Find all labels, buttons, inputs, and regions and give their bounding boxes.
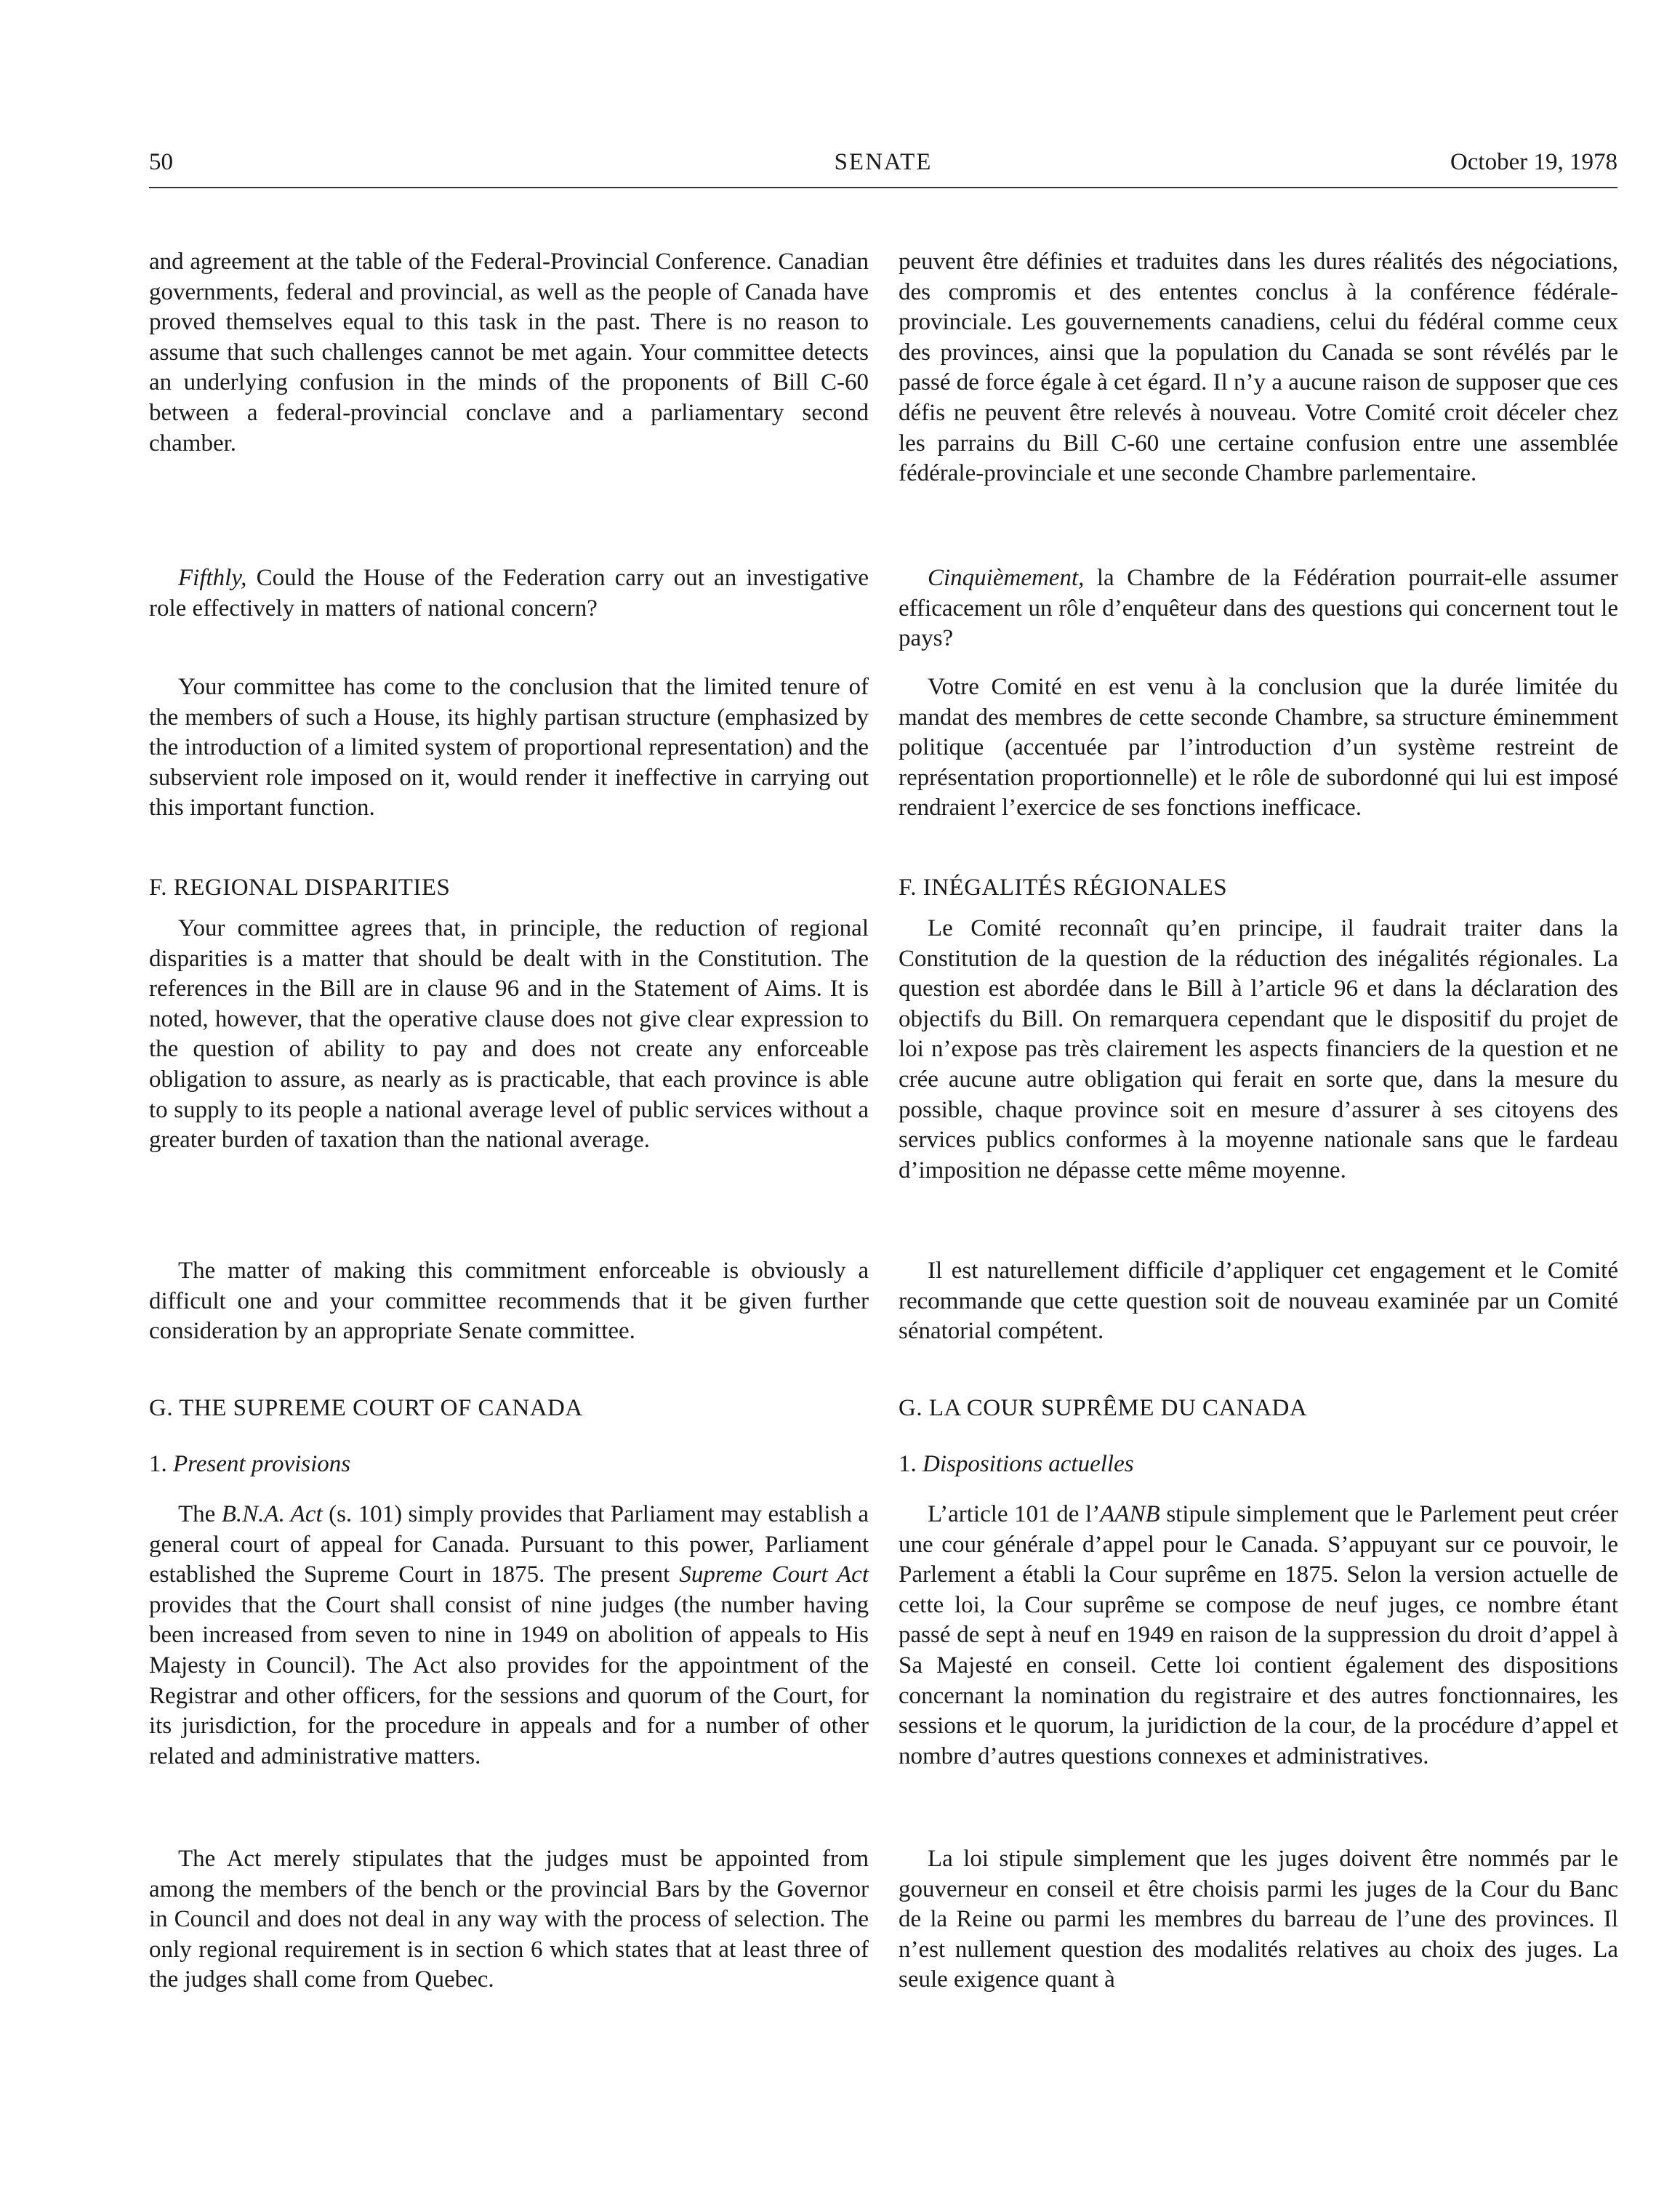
en-subheading-present-provisions: 1. Present provisions (149, 1451, 351, 1477)
fr-paragraph-4: Le Comité reconnaît qu’en principe, il faudrait traiter dans la Constitution de la question de la réduction des inégalités régionales. La question est abordée dans le Bill à l’article 96 et dans la déclaration des objectifs du Bill. On remarquera cependant que le dispositif du projet de loi n’expose pas très clairement les aspects financiers de la question et ne crée aucune autre obligation qui ferait en sorte que, dans la mesure du possible, chaque province soit en mesure d’assurer à ses citoyens des services publics conformes à la moyenne nationale sans que le fardeau d’imposition ne dépasse cette même moyenne. (899, 915, 1618, 1183)
fr-paragraph-3: Votre Comité en est venu à la conclusion que la durée limitée du mandat des membres de cette seconde Chambre, sa structure éminemment politique (accentuée par l’introduction d’un système restreint de représentation proportionnelle) et le rôle de subordonné qui lui est imposé rendraient l’exercice de ses fonctions inefficace. (899, 674, 1618, 821)
page-date: October 19, 1978 (1450, 149, 1617, 175)
en-heading-regional-disparities: F. REGIONAL DISPARITIES (149, 875, 451, 901)
en-paragraph-fifthly (149, 563, 869, 624)
en-heading-supreme-court: G. THE SUPREME COURT OF CANADA (149, 1395, 583, 1421)
fr-paragraph-7: La loi stipule simplement que les juges doivent être nommés par le gouverneur en conseil et être choisis parmi les juges de la Cour du Banc de la Reine ou parmi les membres du barreau de l’une des provinces. Il n’est nullement question des modalités relatives au choix des juges. La seule exigence quant à (899, 1846, 1618, 1993)
en-fifthly-rest: Could the House of the Federation carry out an investigative role effectively in matters of national concern? (149, 565, 869, 622)
en-paragraph-4: Your committee agrees that, in principle, the reduction of regional disparities is a matter that should be dealt with in the Constitution. The references in the Bill are in clause 96 and in the Statement of Aims. It is noted, however, that the operative clause does not give clear expression to the question of ability to pay and does not create any enforceable obligation to assure, as nearly as is practicable, that each province is able to supply to its people a national average level of public services without a greater burden of taxation than the national average. (149, 915, 869, 1154)
fr-paragraph-cinquiemement (899, 563, 1618, 654)
fr-paragraph-1: peuvent être définies et traduites dans les dures réalités des négociations, des compromis et des ententes conclus à la conférence fédérale-provinciale. Les gouvernements canadiens, celui du fédéral comme ceux des provinces, ainsi que la population du Canada se sont révélés par le passé de force égale à cet égard. Il n’y a aucune raison de supposer que ces défis ne peuvent être relevés à nouveau. Votre Comité croit déceler chez les parrains du Bill C-60 une certaine confusion entre une assemblée fédérale-provinciale et une seconde Chambre parlementaire. (899, 249, 1618, 487)
fr-paragraph-5: Il est naturellement difficile d’appliquer cet engagement et le Comité recommande que cette question soit de nouveau examinée par un Comité sénatorial compétent. (899, 1258, 1618, 1345)
page-header (149, 149, 1617, 188)
en-paragraph-1: and agreement at the table of the Federal-Provincial Conference. Canadian governments, federal and provincial, as well as the people of Canada have proved themselves equal to this task in the past. There is no reason to assume that such challenges cannot be met again. Your committee detects an underlying confusion in the minds of the proponents of Bill C-60 between a federal-provincial conclave and a parliamentary second chamber. (149, 249, 869, 457)
fr-heading-cour-supreme: G. LA COUR SUPRÊME DU CANADA (899, 1395, 1308, 1421)
fr-aanb: AANB (1100, 1501, 1160, 1527)
fr-paragraph-6: L’article 101 de l’AANB stipule simplement que le Parlement peut créer une cour générale d’appel pour le Canada. S’appuyant sur ce pouvoir, le Parlement a établi la Cour suprême en 1875. Selon la version actuelle de cette loi, la Cour suprême se compose de neuf juges, ce nombre étant passé de sept à neuf en 1949 en raison de la suppression du droit d’appel à Sa Majesté en conseil. Cette loi contient également des dispositions concernant la nomination du registraire et des autres fonctionnaires, les sessions et le quorum, la juridiction de la cour, de la procédure d’appel et nombre d’autres questions connexes et administratives. (899, 1501, 1618, 1769)
en-paragraph-3: Your committee has come to the conclusion that the limited tenure of the members of such a House, its highly partisan structure (emphasized by the introduction of a limited system of proportional representation) and the subservient role imposed on it, would render it ineffective in carrying out this important function. (149, 674, 869, 821)
en-supreme-court-act: Supreme Court Act (679, 1561, 869, 1588)
en-paragraph-5: The matter of making this commitment enforceable is obviously a difficult one and your committee recommends that it be given further consideration by an appropriate Senate committee. (149, 1258, 869, 1345)
fr-heading-inegalites-regionales: F. INÉGALITÉS RÉGIONALES (899, 875, 1228, 901)
en-paragraph-7: The Act merely stipulates that the judges must be appointed from among the members of the bench or the provincial Bars by the Governor in Council and does not deal in any way with the process of selection. The only regional requirement is in section 6 which states that at least three of the judges shall come from Quebec. (149, 1846, 869, 1993)
page-number: 50 (149, 149, 173, 175)
fr-cinquiemement-lead: Cinquièmement, (928, 565, 1085, 591)
fr-cinquiemement-rest: la Chambre de la Fédération pourrait-elle assumer efficacement un rôle d’enquêteur dans des questions qui concernent tout le pays? (899, 565, 1618, 652)
en-bna-act: B.N.A. Act (221, 1501, 323, 1527)
en-fifthly-lead: Fifthly, (178, 565, 247, 591)
running-title: SENATE (834, 149, 933, 175)
en-paragraph-6: The B.N.A. Act (s. 101) simply provides that Parliament may establish a general court of appeal for Canada. Pursuant to this power, Parliament established the Supreme Court in 1875. The present Supreme Court Act provides that the Court shall consist of nine judges (the number having been increased from seven to nine in 1949 on abolition of appeals to His Majesty in Council). The Act also provides for the appointment of the Registrar and other officers, for the sessions and quorum of the Court, for its jurisdiction, for the procedure in appeals and for a number of other related and administrative matters. (149, 1501, 869, 1769)
fr-subheading-dispositions-actuelles: 1. Dispositions actuelles (899, 1451, 1134, 1477)
